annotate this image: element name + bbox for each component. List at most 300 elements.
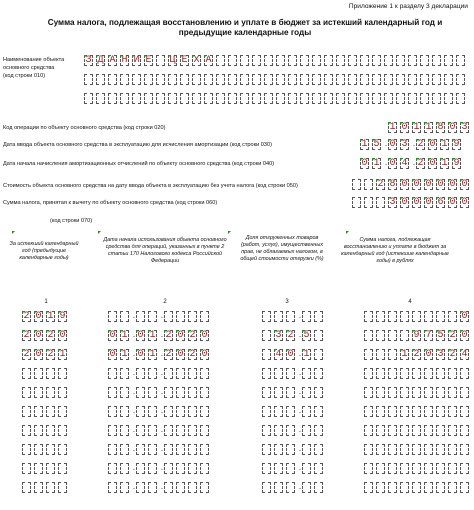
char-cell[interactable] — [420, 93, 429, 104]
char-cell[interactable] — [168, 93, 177, 104]
date-digit-cell[interactable] — [108, 387, 117, 398]
year-digit-cell[interactable] — [22, 444, 31, 455]
amount-digit-cell[interactable] — [448, 482, 457, 493]
date-digit-cell[interactable] — [176, 482, 185, 493]
char-cell[interactable]: 1 — [361, 139, 368, 150]
char-cell[interactable] — [108, 74, 117, 85]
amount-digit-cell[interactable]: 2 — [449, 330, 456, 341]
char-cell[interactable] — [360, 55, 369, 66]
date-digit-cell[interactable] — [120, 482, 129, 493]
amount-digit-cell[interactable]: 0 — [461, 330, 468, 341]
char-cell[interactable]: А — [205, 55, 212, 66]
year-digit-cell[interactable] — [46, 406, 55, 417]
table-row-date[interactable] — [108, 330, 212, 341]
date-digit-cell[interactable]: 2 — [165, 349, 172, 360]
amount-digit-cell[interactable] — [460, 444, 469, 455]
date-digit-cell[interactable] — [164, 387, 173, 398]
table-row-date[interactable] — [108, 368, 212, 379]
date-digit-cell[interactable] — [148, 406, 157, 417]
char-cell[interactable] — [240, 55, 249, 66]
table-row-date[interactable] — [108, 349, 212, 360]
table-row-share_frac[interactable] — [302, 368, 326, 379]
year-digit-cell[interactable]: 2 — [23, 311, 30, 322]
date-digit-cell[interactable]: 2 — [189, 330, 196, 341]
amount-digit-cell[interactable] — [448, 425, 457, 436]
share_int-digit-cell[interactable]: 4 — [275, 349, 282, 360]
char-cell[interactable]: 2 — [377, 179, 384, 190]
date-digit-cell[interactable] — [164, 425, 173, 436]
char-cell[interactable]: 8 — [389, 179, 396, 190]
date-commission-field[interactable] — [360, 139, 464, 150]
amount-digit-cell[interactable] — [388, 311, 397, 322]
table-row-date[interactable] — [108, 406, 212, 417]
share_int-digit-cell[interactable] — [262, 444, 271, 455]
date-digit-cell[interactable] — [188, 463, 197, 474]
char-cell[interactable] — [408, 74, 417, 85]
amount-digit-cell[interactable]: 0 — [425, 349, 432, 360]
amount-digit-cell[interactable] — [376, 368, 385, 379]
char-cell[interactable] — [228, 55, 237, 66]
table-row-amount[interactable] — [364, 425, 472, 436]
amount-digit-cell[interactable] — [460, 463, 469, 474]
char-cell[interactable]: 0 — [429, 158, 436, 169]
cost-field[interactable] — [352, 179, 472, 190]
char-cell[interactable] — [276, 93, 285, 104]
table-row-date[interactable] — [108, 444, 212, 455]
char-cell[interactable]: 0 — [413, 179, 420, 190]
char-cell[interactable]: 0 — [429, 139, 436, 150]
year-digit-cell[interactable]: 1 — [47, 311, 54, 322]
char-cell[interactable] — [228, 93, 237, 104]
share_int-digit-cell[interactable] — [262, 387, 271, 398]
char-cell[interactable] — [300, 74, 309, 85]
table-row-date[interactable] — [108, 425, 212, 436]
char-cell[interactable] — [144, 93, 153, 104]
table-row-year[interactable] — [22, 311, 70, 322]
share_int-digit-cell[interactable] — [262, 368, 271, 379]
char-cell[interactable] — [240, 74, 249, 85]
char-cell[interactable] — [396, 93, 405, 104]
amount-digit-cell[interactable] — [400, 463, 409, 474]
amount-digit-cell[interactable] — [460, 368, 469, 379]
year-digit-cell[interactable] — [58, 387, 67, 398]
char-cell[interactable] — [216, 93, 225, 104]
year-digit-cell[interactable]: 0 — [35, 330, 42, 341]
char-cell[interactable] — [264, 93, 273, 104]
amount-digit-cell[interactable] — [364, 368, 373, 379]
amount-digit-cell[interactable] — [376, 482, 385, 493]
amount-digit-cell[interactable] — [388, 368, 397, 379]
table-row-amount[interactable] — [364, 311, 472, 322]
amount-digit-cell[interactable]: 0 — [461, 311, 468, 322]
share_frac-digit-cell[interactable] — [302, 387, 311, 398]
table-row-share_int[interactable] — [262, 387, 302, 398]
share_int-digit-cell[interactable] — [262, 349, 271, 360]
share_frac-digit-cell[interactable] — [314, 425, 323, 436]
table-row-share_int[interactable] — [262, 311, 302, 322]
amount-digit-cell[interactable] — [388, 425, 397, 436]
char-cell[interactable]: 0 — [401, 179, 408, 190]
amount-digit-cell[interactable]: 2 — [413, 349, 420, 360]
char-cell[interactable] — [396, 74, 405, 85]
date-digit-cell[interactable]: 0 — [201, 330, 208, 341]
amount-digit-cell[interactable] — [424, 482, 433, 493]
date-digit-cell[interactable] — [120, 387, 129, 398]
date-digit-cell[interactable] — [108, 368, 117, 379]
char-cell[interactable]: 4 — [401, 158, 408, 169]
share_frac-digit-cell[interactable] — [302, 444, 311, 455]
share_frac-digit-cell[interactable] — [302, 406, 311, 417]
amount-digit-cell[interactable] — [376, 406, 385, 417]
date-digit-cell[interactable]: 0 — [177, 349, 184, 360]
char-cell[interactable] — [352, 197, 361, 208]
share_int-digit-cell[interactable] — [262, 406, 271, 417]
table-row-year[interactable] — [22, 330, 70, 341]
amount-digit-cell[interactable] — [436, 444, 445, 455]
char-cell[interactable] — [364, 197, 373, 208]
share_frac-digit-cell[interactable] — [314, 330, 323, 341]
date-digit-cell[interactable] — [188, 482, 197, 493]
year-digit-cell[interactable] — [22, 463, 31, 474]
char-cell[interactable] — [384, 55, 393, 66]
year-digit-cell[interactable] — [34, 406, 43, 417]
share_int-digit-cell[interactable] — [274, 311, 283, 322]
char-cell[interactable]: 0 — [449, 122, 456, 133]
date-digit-cell[interactable] — [136, 444, 145, 455]
amount-digit-cell[interactable]: 3 — [437, 349, 444, 360]
date-digit-cell[interactable] — [120, 463, 129, 474]
op-code-field[interactable] — [388, 122, 472, 133]
char-cell[interactable]: Д — [97, 55, 104, 66]
year-digit-cell[interactable] — [46, 463, 55, 474]
char-cell[interactable] — [352, 179, 361, 190]
char-cell[interactable] — [364, 179, 373, 190]
amount-digit-cell[interactable] — [400, 425, 409, 436]
year-digit-cell[interactable] — [22, 387, 31, 398]
char-cell[interactable]: 0 — [401, 122, 408, 133]
amount-digit-cell[interactable] — [436, 482, 445, 493]
char-cell[interactable] — [348, 55, 357, 66]
char-cell[interactable] — [336, 74, 345, 85]
char-cell[interactable] — [288, 74, 297, 85]
table-row-share_frac[interactable] — [302, 330, 326, 341]
year-digit-cell[interactable] — [34, 463, 43, 474]
char-cell[interactable] — [408, 55, 417, 66]
amount-digit-cell[interactable] — [376, 387, 385, 398]
char-cell[interactable] — [432, 74, 441, 85]
char-cell[interactable]: 2 — [417, 139, 424, 150]
table-row-share_int[interactable] — [262, 482, 302, 493]
date-digit-cell[interactable] — [120, 425, 129, 436]
char-cell[interactable]: А — [109, 55, 116, 66]
share_int-digit-cell[interactable] — [286, 311, 295, 322]
date-digit-cell[interactable]: 1 — [121, 330, 128, 341]
table-row-share_frac[interactable] — [302, 406, 326, 417]
amount-digit-cell[interactable] — [424, 311, 433, 322]
table-row-year[interactable] — [22, 425, 70, 436]
amount-digit-cell[interactable] — [460, 387, 469, 398]
date-digit-cell[interactable] — [200, 444, 209, 455]
year-digit-cell[interactable]: 2 — [47, 330, 54, 341]
date-digit-cell[interactable] — [200, 463, 209, 474]
char-cell[interactable]: 0 — [461, 179, 468, 190]
date-depr-field[interactable] — [360, 158, 464, 169]
date-digit-cell[interactable]: 0 — [201, 349, 208, 360]
amount-digit-cell[interactable] — [412, 406, 421, 417]
share_int-digit-cell[interactable] — [286, 425, 295, 436]
amount-digit-cell[interactable] — [448, 387, 457, 398]
table-row-share_int[interactable] — [262, 444, 302, 455]
amount-digit-cell[interactable] — [388, 482, 397, 493]
date-digit-cell[interactable] — [176, 387, 185, 398]
char-cell[interactable] — [228, 74, 237, 85]
amount-digit-cell[interactable] — [460, 425, 469, 436]
amount-digit-cell[interactable] — [388, 463, 397, 474]
amount-digit-cell[interactable] — [436, 311, 445, 322]
date-digit-cell[interactable] — [164, 406, 173, 417]
year-digit-cell[interactable] — [46, 425, 55, 436]
char-cell[interactable]: 0 — [425, 179, 432, 190]
date-digit-cell[interactable] — [188, 406, 197, 417]
char-cell[interactable] — [96, 74, 105, 85]
year-digit-cell[interactable] — [22, 482, 31, 493]
year-digit-cell[interactable] — [22, 425, 31, 436]
date-digit-cell[interactable]: 0 — [109, 330, 116, 341]
amount-digit-cell[interactable] — [448, 444, 457, 455]
amount-digit-cell[interactable] — [448, 406, 457, 417]
amount-digit-cell[interactable] — [412, 482, 421, 493]
share_int-digit-cell[interactable] — [274, 425, 283, 436]
table-row-amount[interactable] — [364, 368, 472, 379]
share_int-digit-cell[interactable] — [286, 368, 295, 379]
date-digit-cell[interactable] — [148, 482, 157, 493]
date-digit-cell[interactable] — [176, 368, 185, 379]
date-digit-cell[interactable] — [136, 368, 145, 379]
year-digit-cell[interactable] — [46, 482, 55, 493]
table-row-share_int[interactable] — [262, 406, 302, 417]
char-cell[interactable]: Ц — [169, 55, 176, 66]
date-digit-cell[interactable] — [164, 482, 173, 493]
amount-digit-cell[interactable] — [424, 425, 433, 436]
amount-digit-cell[interactable] — [412, 425, 421, 436]
char-cell[interactable]: 1 — [441, 139, 448, 150]
amount-digit-cell[interactable] — [364, 349, 373, 360]
char-cell[interactable] — [444, 55, 453, 66]
date-digit-cell[interactable]: 1 — [121, 349, 128, 360]
char-cell[interactable] — [252, 55, 261, 66]
date-digit-cell[interactable] — [120, 311, 129, 322]
table-row-year[interactable] — [22, 444, 70, 455]
date-digit-cell[interactable] — [200, 311, 209, 322]
amount-digit-cell[interactable] — [364, 482, 373, 493]
date-digit-cell[interactable] — [148, 463, 157, 474]
year-digit-cell[interactable]: 1 — [59, 349, 66, 360]
char-cell[interactable] — [144, 74, 153, 85]
char-cell[interactable]: 3 — [389, 197, 396, 208]
year-digit-cell[interactable] — [34, 425, 43, 436]
char-cell[interactable] — [192, 74, 201, 85]
char-cell[interactable] — [180, 93, 189, 104]
amount-digit-cell[interactable] — [448, 463, 457, 474]
char-cell[interactable] — [264, 55, 273, 66]
char-cell[interactable]: 0 — [389, 158, 396, 169]
char-cell[interactable] — [84, 74, 93, 85]
char-cell[interactable]: 6 — [437, 197, 444, 208]
char-cell[interactable] — [216, 55, 225, 66]
char-cell[interactable] — [372, 74, 381, 85]
amount-digit-cell[interactable] — [364, 444, 373, 455]
share_frac-digit-cell[interactable]: 5 — [303, 330, 310, 341]
date-digit-cell[interactable] — [176, 406, 185, 417]
date-digit-cell[interactable] — [120, 368, 129, 379]
amount-digit-cell[interactable] — [388, 406, 397, 417]
year-digit-cell[interactable]: 2 — [47, 349, 54, 360]
share_int-digit-cell[interactable] — [286, 387, 295, 398]
table-row-amount[interactable] — [364, 330, 472, 341]
table-row-amount[interactable] — [364, 444, 472, 455]
amount-digit-cell[interactable]: 1 — [401, 349, 408, 360]
table-row-share_int[interactable] — [262, 463, 302, 474]
char-cell[interactable] — [252, 93, 261, 104]
table-row-share_frac[interactable] — [302, 463, 326, 474]
table-row-year[interactable] — [22, 368, 70, 379]
amount-digit-cell[interactable] — [412, 463, 421, 474]
date-digit-cell[interactable] — [176, 311, 185, 322]
year-digit-cell[interactable] — [58, 368, 67, 379]
char-cell[interactable] — [336, 55, 345, 66]
char-cell[interactable]: И — [133, 55, 140, 66]
share_int-digit-cell[interactable] — [286, 444, 295, 455]
date-digit-cell[interactable] — [120, 444, 129, 455]
share_int-digit-cell[interactable] — [286, 463, 295, 474]
char-cell[interactable] — [252, 74, 261, 85]
share_frac-digit-cell[interactable] — [314, 311, 323, 322]
date-digit-cell[interactable]: 0 — [177, 330, 184, 341]
table-row-year[interactable] — [22, 387, 70, 398]
date-digit-cell[interactable] — [188, 311, 197, 322]
amount-digit-cell[interactable] — [400, 406, 409, 417]
table-row-share_frac[interactable] — [302, 425, 326, 436]
char-cell[interactable] — [384, 74, 393, 85]
date-digit-cell[interactable] — [200, 368, 209, 379]
char-cell[interactable] — [456, 55, 465, 66]
table-row-share_frac[interactable] — [302, 311, 326, 322]
amount-digit-cell[interactable] — [364, 330, 373, 341]
amount-digit-cell[interactable] — [400, 444, 409, 455]
date-digit-cell[interactable] — [136, 311, 145, 322]
char-cell[interactable]: 1 — [389, 122, 396, 133]
table-row-share_frac[interactable] — [302, 349, 326, 360]
char-cell[interactable]: 1 — [413, 122, 420, 133]
char-cell[interactable] — [408, 93, 417, 104]
amount-digit-cell[interactable]: 7 — [425, 330, 432, 341]
amount-digit-cell[interactable] — [436, 425, 445, 436]
amount-digit-cell[interactable] — [460, 482, 469, 493]
char-cell[interactable]: 2 — [417, 158, 424, 169]
char-cell[interactable] — [276, 74, 285, 85]
amount-digit-cell[interactable] — [436, 368, 445, 379]
amount-digit-cell[interactable] — [400, 482, 409, 493]
date-digit-cell[interactable]: 1 — [149, 330, 156, 341]
table-row-share_int[interactable] — [262, 368, 302, 379]
date-digit-cell[interactable] — [136, 425, 145, 436]
share_frac-digit-cell[interactable] — [314, 482, 323, 493]
amount-digit-cell[interactable] — [388, 444, 397, 455]
share_int-digit-cell[interactable] — [286, 482, 295, 493]
share_frac-digit-cell[interactable] — [314, 444, 323, 455]
amount-digit-cell[interactable] — [376, 330, 385, 341]
amount-digit-cell[interactable] — [364, 387, 373, 398]
table-row-date[interactable] — [108, 463, 212, 474]
share_frac-digit-cell[interactable] — [302, 311, 311, 322]
char-cell[interactable] — [156, 55, 165, 66]
char-cell[interactable] — [156, 74, 165, 85]
char-cell[interactable]: 3 — [401, 139, 408, 150]
table-row-year[interactable] — [22, 349, 70, 360]
share_int-digit-cell[interactable]: 3 — [275, 330, 282, 341]
char-cell[interactable] — [348, 93, 357, 104]
char-cell[interactable]: 0 — [461, 197, 468, 208]
date-digit-cell[interactable] — [148, 387, 157, 398]
amount-digit-cell[interactable] — [376, 463, 385, 474]
date-digit-cell[interactable]: 0 — [137, 349, 144, 360]
amount-digit-cell[interactable] — [388, 349, 397, 360]
object-name-row-3[interactable] — [84, 93, 468, 104]
char-cell[interactable]: 0 — [425, 197, 432, 208]
amount-digit-cell[interactable] — [424, 444, 433, 455]
char-cell[interactable]: 1 — [441, 158, 448, 169]
char-cell[interactable] — [216, 74, 225, 85]
amount-digit-cell[interactable] — [448, 311, 457, 322]
date-digit-cell[interactable] — [200, 406, 209, 417]
amount-digit-cell[interactable]: 9 — [413, 330, 420, 341]
char-cell[interactable] — [84, 93, 93, 104]
year-digit-cell[interactable] — [58, 463, 67, 474]
char-cell[interactable] — [132, 74, 141, 85]
share_frac-digit-cell[interactable] — [302, 368, 311, 379]
year-digit-cell[interactable] — [46, 387, 55, 398]
date-digit-cell[interactable] — [108, 311, 117, 322]
date-digit-cell[interactable] — [148, 425, 157, 436]
char-cell[interactable]: 0 — [401, 197, 408, 208]
year-digit-cell[interactable] — [34, 482, 43, 493]
amount-digit-cell[interactable]: 2 — [449, 349, 456, 360]
date-digit-cell[interactable] — [188, 387, 197, 398]
char-cell[interactable] — [372, 93, 381, 104]
date-digit-cell[interactable] — [188, 368, 197, 379]
date-digit-cell[interactable] — [120, 406, 129, 417]
amount-digit-cell[interactable] — [436, 463, 445, 474]
date-digit-cell[interactable] — [200, 425, 209, 436]
date-digit-cell[interactable]: 2 — [165, 330, 172, 341]
date-digit-cell[interactable]: 1 — [149, 349, 156, 360]
amount-digit-cell[interactable] — [412, 311, 421, 322]
amount-digit-cell[interactable] — [412, 368, 421, 379]
date-digit-cell[interactable] — [148, 368, 157, 379]
char-cell[interactable] — [276, 55, 285, 66]
table-row-year[interactable] — [22, 406, 70, 417]
share_frac-digit-cell[interactable] — [314, 349, 323, 360]
date-digit-cell[interactable] — [200, 387, 209, 398]
amount-digit-cell[interactable] — [400, 311, 409, 322]
amount-digit-cell[interactable] — [376, 444, 385, 455]
year-digit-cell[interactable] — [58, 425, 67, 436]
amount-digit-cell[interactable] — [412, 444, 421, 455]
share_int-digit-cell[interactable] — [274, 387, 283, 398]
amount-digit-cell[interactable] — [376, 425, 385, 436]
amount-digit-cell[interactable] — [436, 406, 445, 417]
share_frac-digit-cell[interactable] — [302, 463, 311, 474]
